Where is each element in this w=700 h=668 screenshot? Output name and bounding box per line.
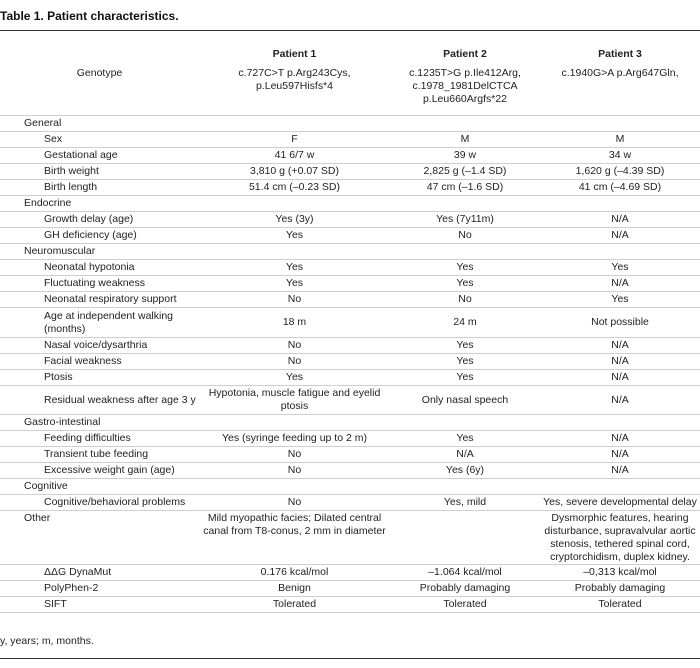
cell-patient-1: No bbox=[199, 463, 390, 479]
cell-patient-1: No bbox=[199, 447, 390, 463]
bottom-rule bbox=[0, 658, 700, 659]
table-row bbox=[0, 228, 700, 244]
table-row bbox=[0, 495, 700, 511]
header-patient-3: Patient 3 bbox=[598, 48, 642, 60]
cell-patient-1: No bbox=[199, 338, 390, 354]
table-row bbox=[0, 212, 700, 228]
row-label: Facial weakness bbox=[0, 354, 199, 370]
row-label: Cognitive/behavioral problems bbox=[0, 495, 199, 511]
cell-patient-3: N/A bbox=[540, 212, 700, 228]
row-label: Nasal voice/dysarthria bbox=[0, 338, 199, 354]
cell-patient-1: 3,810 g (+0.07 SD) bbox=[199, 164, 390, 180]
cell-patient-3: Yes bbox=[540, 292, 700, 308]
cell-patient-3: N/A bbox=[540, 276, 700, 292]
cell-patient-2: Probably damaging bbox=[390, 581, 540, 597]
cell-patient-2: Yes, mild bbox=[390, 495, 540, 511]
row-label: Age at independent walking (months) bbox=[0, 308, 199, 338]
cell-patient-3: Yes bbox=[540, 260, 700, 276]
cell-patient-2: 47 cm (–1.6 SD) bbox=[390, 180, 540, 196]
cell-patient-1: No bbox=[199, 354, 390, 370]
cell-patient-3: 1,620 g (–4.39 SD) bbox=[540, 164, 700, 180]
other-row bbox=[0, 511, 700, 565]
cell-patient-3: 34 w bbox=[540, 148, 700, 164]
cell-patient-2: Yes (6y) bbox=[390, 463, 540, 479]
table-row bbox=[0, 386, 700, 415]
cell-patient-1: Hypotonia, muscle fatigue and eyelid ptosis bbox=[199, 386, 390, 415]
row-label: Gestational age bbox=[0, 148, 199, 164]
cell-patient-3: N/A bbox=[540, 228, 700, 244]
cell-patient-2: Only nasal speech bbox=[390, 386, 540, 415]
header-patient-2: Patient 2 bbox=[443, 48, 487, 60]
header-patient-1: Patient 1 bbox=[272, 48, 317, 60]
row-label: PolyPhen-2 bbox=[0, 581, 199, 597]
table-row bbox=[0, 260, 700, 276]
cell-patient-1: 0.176 kcal/mol bbox=[199, 565, 390, 581]
cell-patient-2: Yes bbox=[390, 260, 540, 276]
top-rule bbox=[0, 30, 700, 31]
cell-patient-3: N/A bbox=[540, 370, 700, 386]
row-label: Fluctuating weakness bbox=[0, 276, 199, 292]
cell-patient-3: Not possible bbox=[540, 308, 700, 338]
other-patient-3: Dysmorphic features, hearing disturbance, supravalvular aortic stenosis, tethered spinal cord, cryptorchidism, duplex kidney. bbox=[540, 511, 700, 565]
section-header-row bbox=[0, 244, 700, 260]
row-label: Feeding difficulties bbox=[0, 431, 199, 447]
table-row bbox=[0, 338, 700, 354]
cell-patient-3: N/A bbox=[540, 463, 700, 479]
cell-patient-2: –1.064 kcal/mol bbox=[390, 565, 540, 581]
row-label: Birth weight bbox=[0, 164, 199, 180]
section-title: Neuromuscular bbox=[0, 244, 700, 260]
section-header-row bbox=[0, 415, 700, 431]
cell-patient-1: 18 m bbox=[199, 308, 390, 338]
table-row bbox=[0, 164, 700, 180]
section-header-row bbox=[0, 196, 700, 212]
cell-patient-1: Yes (3y) bbox=[199, 212, 390, 228]
cell-patient-2: N/A bbox=[390, 447, 540, 463]
table-row bbox=[0, 463, 700, 479]
patient-characteristics-table bbox=[0, 44, 700, 613]
cell-patient-2: Yes bbox=[390, 354, 540, 370]
row-label: Neonatal hypotonia bbox=[0, 260, 199, 276]
other-patient-1: Mild myopathic facies; Dilated central canal from T8-conus, 2 mm in diameter bbox=[199, 511, 390, 565]
table-row bbox=[0, 370, 700, 386]
cell-patient-3: –0,313 kcal/mol bbox=[540, 565, 700, 581]
table-row bbox=[0, 565, 700, 581]
cell-patient-1: Benign bbox=[199, 581, 390, 597]
cell-patient-2: 24 m bbox=[390, 308, 540, 338]
cell-patient-3: Tolerated bbox=[540, 597, 700, 613]
section-title: Endocrine bbox=[0, 196, 700, 212]
row-label: Other bbox=[0, 511, 199, 565]
row-label: Genotype bbox=[0, 65, 199, 116]
cell-patient-3: N/A bbox=[540, 431, 700, 447]
row-label: Sex bbox=[0, 132, 199, 148]
cell-patient-1: F bbox=[199, 132, 390, 148]
cell-patient-2: Yes (7y11m) bbox=[390, 212, 540, 228]
cell-patient-3: N/A bbox=[540, 338, 700, 354]
genotype-patient-2: c.1235T>G p.Ile412Arg, c.1978_1981DelCTCA p.Leu660Argfs*22 bbox=[390, 65, 540, 116]
cell-patient-1: Yes bbox=[199, 228, 390, 244]
section-title: Gastro-intestinal bbox=[0, 415, 700, 431]
genotype-patient-1: c.727C>T p.Arg243Cys, p.Leu597Hisfs*4 bbox=[199, 65, 390, 116]
cell-patient-1: Yes (syringe feeding up to 2 m) bbox=[199, 431, 390, 447]
genotype-row bbox=[0, 65, 700, 116]
header-empty bbox=[0, 44, 199, 65]
cell-patient-1: 51.4 cm (–0.23 SD) bbox=[199, 180, 390, 196]
cell-patient-3: 41 cm (–4.69 SD) bbox=[540, 180, 700, 196]
row-label: SIFT bbox=[0, 597, 199, 613]
cell-patient-2: No bbox=[390, 228, 540, 244]
cell-patient-2: 39 w bbox=[390, 148, 540, 164]
other-patient-2 bbox=[390, 511, 540, 565]
row-label: Neonatal respiratory support bbox=[0, 292, 199, 308]
row-label: Ptosis bbox=[0, 370, 199, 386]
cell-patient-2: Yes bbox=[390, 370, 540, 386]
cell-patient-3: M bbox=[540, 132, 700, 148]
row-label: Residual weakness after age 3 y bbox=[0, 386, 199, 415]
cell-patient-2: Yes bbox=[390, 431, 540, 447]
cell-patient-2: Yes bbox=[390, 276, 540, 292]
cell-patient-3: Yes, severe developmental delay bbox=[540, 495, 700, 511]
row-label: Birth length bbox=[0, 180, 199, 196]
section-title: Cognitive bbox=[0, 479, 700, 495]
table-title: Table 1. Patient characteristics. bbox=[0, 9, 179, 23]
table-row bbox=[0, 292, 700, 308]
cell-patient-1: 41 6/7 w bbox=[199, 148, 390, 164]
table-row bbox=[0, 132, 700, 148]
footnote: y, years; m, months. bbox=[0, 635, 94, 647]
table-row bbox=[0, 308, 700, 338]
table-row bbox=[0, 180, 700, 196]
header-row bbox=[0, 44, 700, 65]
row-label: ΔΔG DynaMut bbox=[0, 565, 199, 581]
table-row bbox=[0, 597, 700, 613]
section-title: General bbox=[0, 116, 700, 132]
cell-patient-2: Yes bbox=[390, 338, 540, 354]
cell-patient-1: No bbox=[199, 292, 390, 308]
cell-patient-2: M bbox=[390, 132, 540, 148]
table-row bbox=[0, 581, 700, 597]
cell-patient-2: Tolerated bbox=[390, 597, 540, 613]
cell-patient-2: 2,825 g (–1.4 SD) bbox=[390, 164, 540, 180]
section-header-row bbox=[0, 479, 700, 495]
cell-patient-3: Probably damaging bbox=[540, 581, 700, 597]
table-row bbox=[0, 148, 700, 164]
cell-patient-1: No bbox=[199, 495, 390, 511]
row-label: GH deficiency (age) bbox=[0, 228, 199, 244]
cell-patient-3: N/A bbox=[540, 354, 700, 370]
cell-patient-1: Yes bbox=[199, 276, 390, 292]
table-row bbox=[0, 431, 700, 447]
row-label: Growth delay (age) bbox=[0, 212, 199, 228]
section-header-row bbox=[0, 116, 700, 132]
table-row bbox=[0, 276, 700, 292]
cell-patient-1: Yes bbox=[199, 260, 390, 276]
cell-patient-3: N/A bbox=[540, 386, 700, 415]
cell-patient-1: Yes bbox=[199, 370, 390, 386]
cell-patient-1: Tolerated bbox=[199, 597, 390, 613]
cell-patient-2: No bbox=[390, 292, 540, 308]
genotype-patient-3: c.1940G>A p.Arg647Gln, bbox=[540, 65, 700, 116]
table-row bbox=[0, 447, 700, 463]
cell-patient-3: N/A bbox=[540, 447, 700, 463]
row-label: Transient tube feeding bbox=[0, 447, 199, 463]
table-row bbox=[0, 354, 700, 370]
row-label: Excessive weight gain (age) bbox=[0, 463, 199, 479]
